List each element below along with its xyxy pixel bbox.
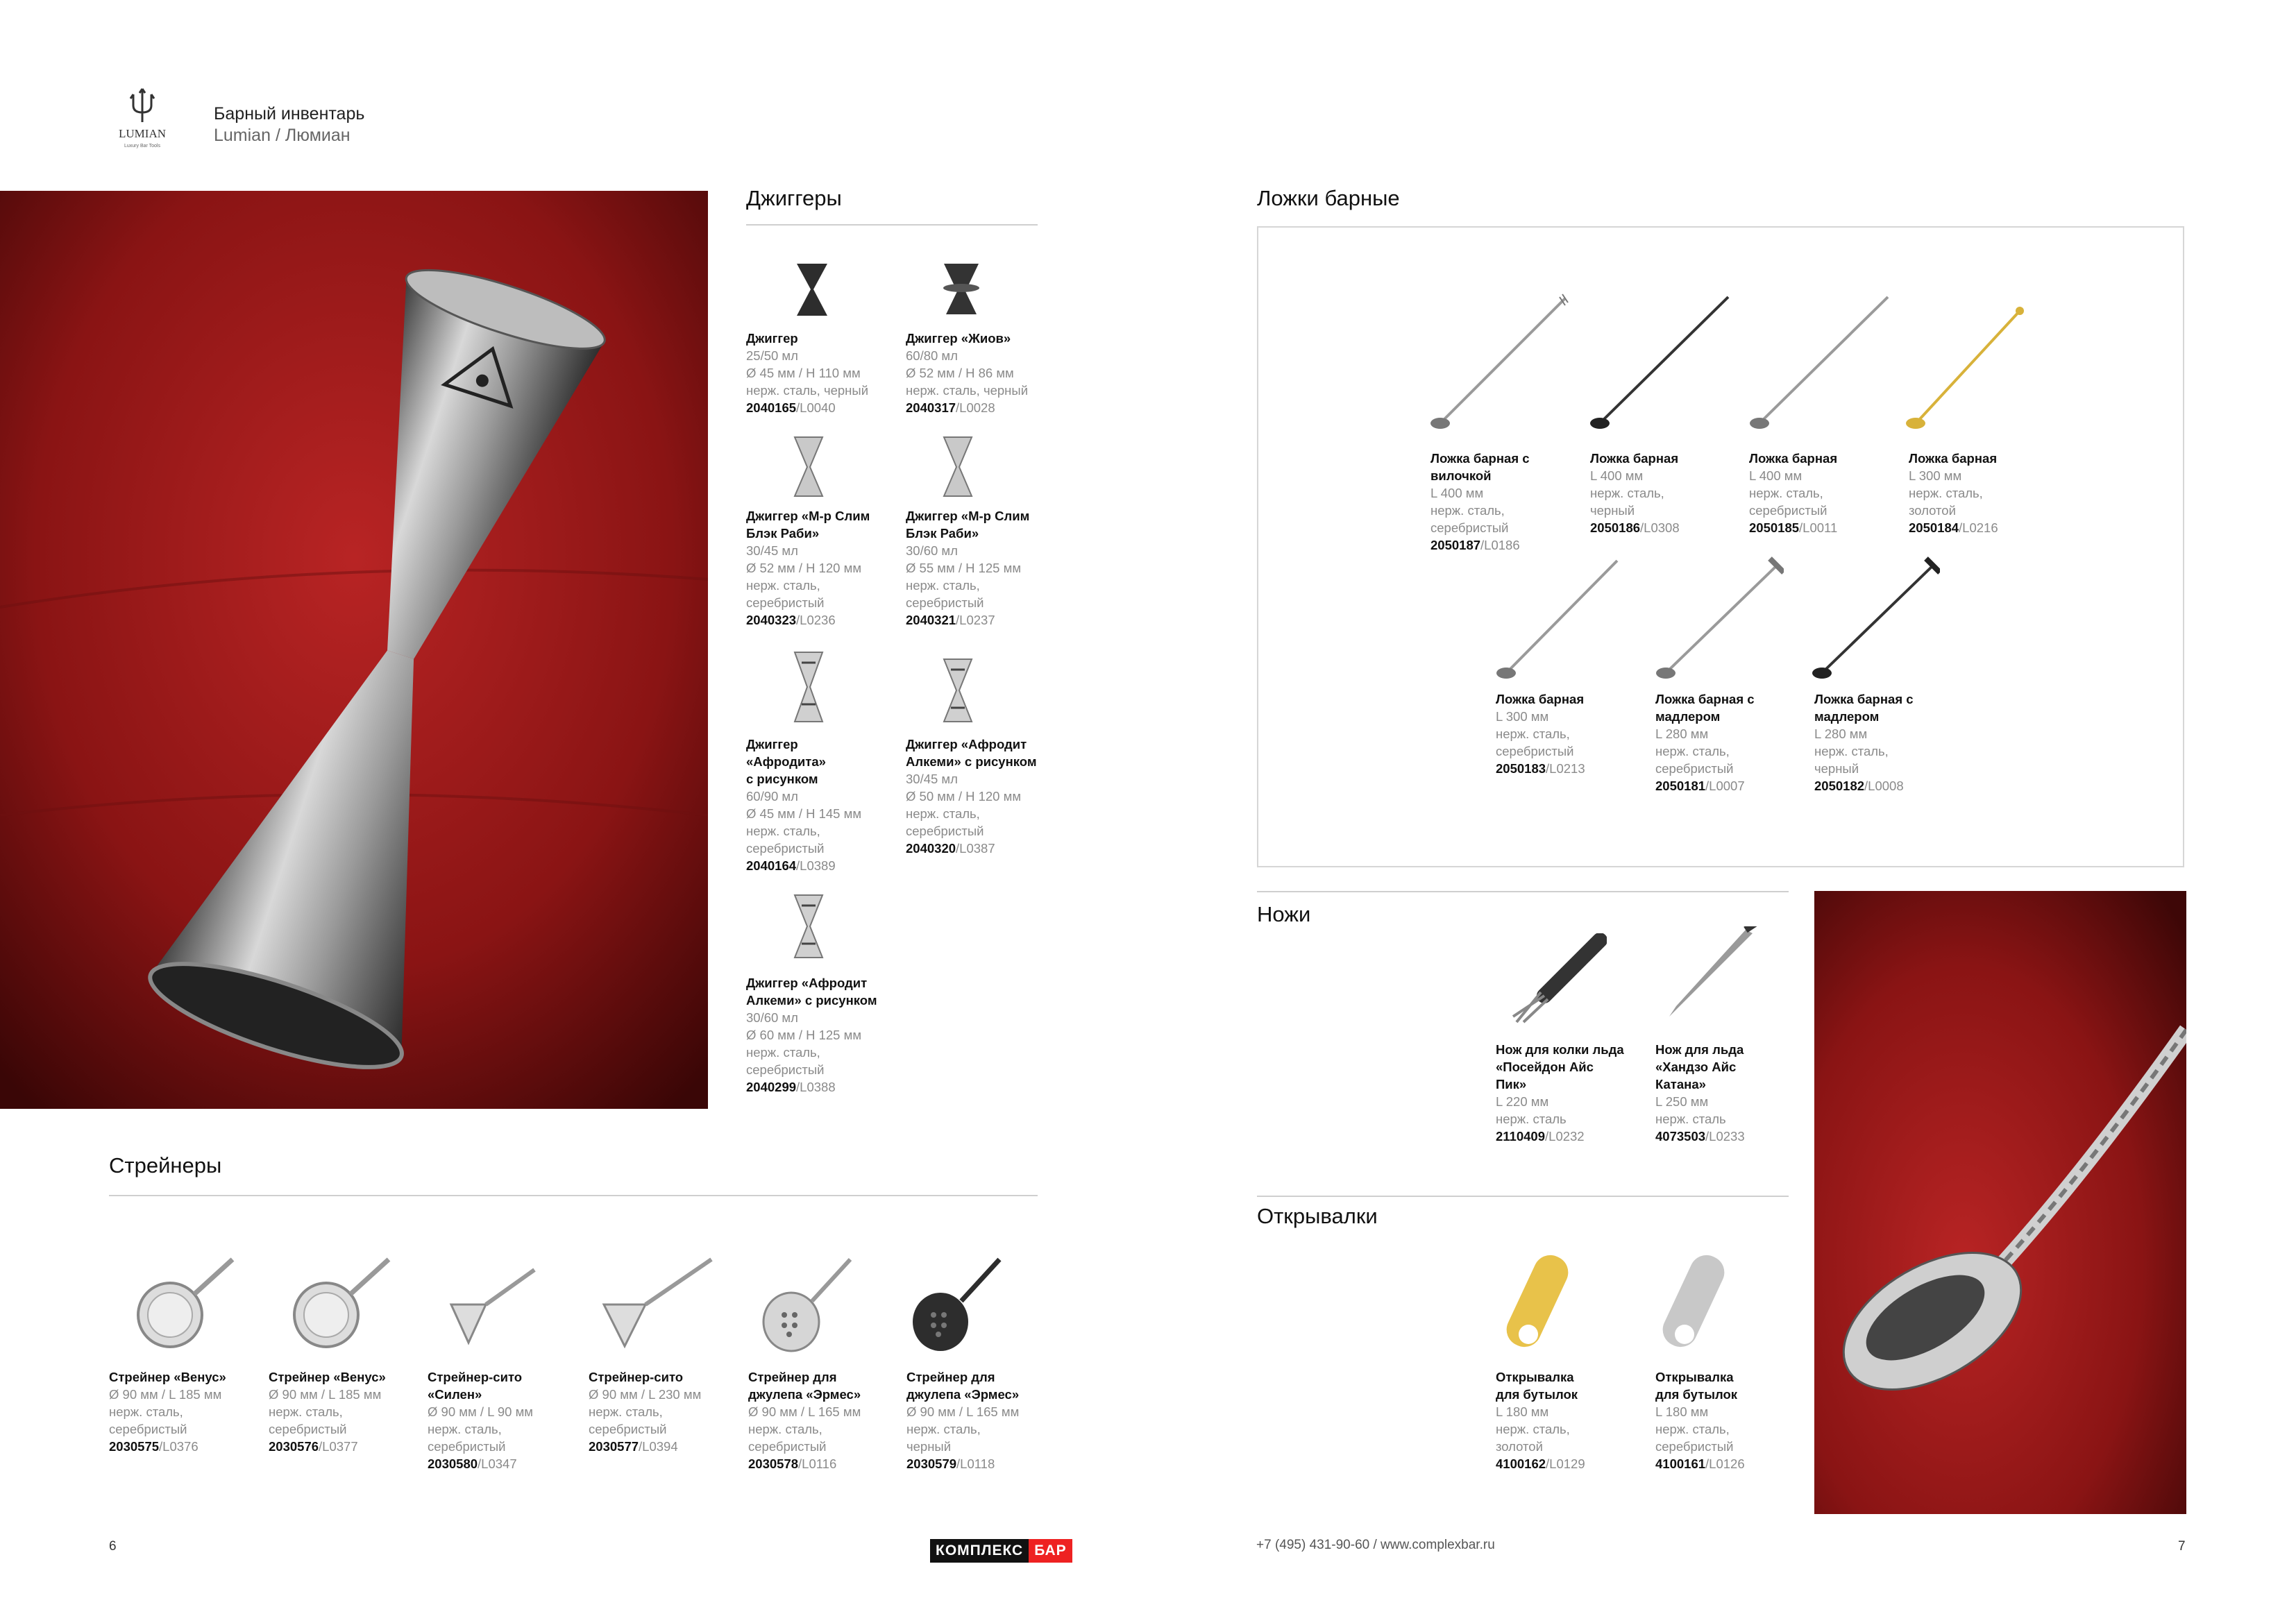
product-item <box>1496 1041 1641 1145</box>
product-material: нерж. сталь, серебристый <box>1430 503 1509 535</box>
product-item <box>746 330 892 416</box>
product-name: Ложка барная <box>1496 692 1585 706</box>
page-number-left: 6 <box>109 1539 117 1554</box>
section-divider <box>1257 1196 1789 1197</box>
jigger-thumbnail <box>940 434 975 500</box>
product-item <box>748 1368 894 1472</box>
product-volume: 25/50 мл <box>746 348 798 363</box>
product-size: Ø 45 мм / H 145 мм <box>746 806 862 821</box>
product-material: нерж. сталь, серебристый <box>746 824 825 856</box>
product-code: 2040321/L0237 <box>906 613 995 627</box>
product-size: L 300 мм <box>1909 468 1962 483</box>
product-code: 2050181/L0007 <box>1655 779 1745 793</box>
product-code: 2030578/L0116 <box>748 1456 837 1471</box>
product-item <box>109 1368 255 1455</box>
section-divider <box>746 224 1038 226</box>
product-material: нерж. сталь, черный <box>746 383 869 398</box>
product-code: 2030575/L0376 <box>109 1439 199 1454</box>
product-item <box>906 330 1052 416</box>
product-name: Открывалка для бутылок <box>1496 1370 1578 1402</box>
product-size: Ø 55 мм / H 125 мм <box>906 561 1022 575</box>
product-code: 2050184/L0216 <box>1909 520 1998 535</box>
product-size: L 180 мм <box>1655 1404 1709 1419</box>
product-code: 2030577/L0394 <box>589 1439 678 1454</box>
product-code: 2040164/L0389 <box>746 858 836 873</box>
bar-spoon-gold-thumbnail <box>1902 305 2027 430</box>
product-item <box>746 974 888 1096</box>
product-item <box>1496 1368 1641 1472</box>
product-name: Открывалка для бутылок <box>1655 1370 1738 1402</box>
product-material: нерж. сталь, серебристый <box>746 1045 825 1077</box>
product-code: 2040165/L0040 <box>746 400 836 415</box>
product-name: Нож для колки льда «Посейдон Айс Пик» <box>1496 1042 1624 1091</box>
product-code: 2030579/L0118 <box>906 1456 995 1471</box>
product-size: L 220 мм <box>1496 1094 1549 1109</box>
product-volume: 30/60 мл <box>906 543 958 558</box>
sieve-strainer-thumbnail <box>444 1263 541 1353</box>
product-item <box>1655 690 1801 794</box>
product-material: нерж. сталь, серебристый <box>109 1404 187 1436</box>
product-code: 2040317/L0028 <box>906 400 995 415</box>
bar-spoon-thumbnail <box>1746 291 1891 430</box>
product-material: нерж. сталь <box>1496 1112 1567 1126</box>
jigger-thumbnail <box>940 260 982 319</box>
product-item <box>1655 1041 1801 1145</box>
product-volume: 30/60 мл <box>746 1010 798 1025</box>
product-item <box>269 1368 414 1455</box>
product-material: нерж. сталь, серебристый <box>269 1404 347 1436</box>
product-name: Ложка барная <box>1909 451 1998 466</box>
product-material: нерж. сталь, серебристый <box>428 1422 506 1454</box>
section-title-openers: Открывалки <box>1257 1204 1378 1228</box>
product-size: L 400 мм <box>1749 468 1803 483</box>
product-item <box>906 507 1052 629</box>
product-size: Ø 52 мм / H 86 мм <box>906 366 1014 380</box>
product-code: 2050186/L0308 <box>1590 520 1680 535</box>
product-size: Ø 50 мм / H 120 мм <box>906 789 1022 804</box>
product-name: Стрейнер-сито <box>589 1370 684 1384</box>
product-code: 2050183/L0213 <box>1496 761 1585 776</box>
complexbar-logo: КОМПЛЕКС БАР <box>930 1539 1072 1563</box>
product-name: Стрейнер для джулепа «Эрмес» <box>748 1370 861 1402</box>
lumian-logo <box>104 82 180 151</box>
product-name: Джиггер «Афродит Алкеми» с рисунком <box>746 976 877 1008</box>
section-divider <box>1257 891 1789 892</box>
product-size: L 300 мм <box>1496 709 1549 724</box>
product-code: 4100162/L0129 <box>1496 1456 1585 1471</box>
product-item <box>1430 450 1576 554</box>
section-title-strainers: Стрейнеры <box>109 1153 222 1178</box>
product-material: нерж. сталь, серебристый <box>589 1404 667 1436</box>
product-name: Ложка барная с мадлером <box>1655 692 1755 724</box>
product-name: Ложка барная <box>1749 451 1838 466</box>
sieve-strainer-thumbnail <box>597 1249 715 1353</box>
jigger-thumbnail <box>791 260 833 319</box>
bar-spoon-fork-thumbnail <box>1426 291 1572 430</box>
product-size: Ø 90 мм / L 185 мм <box>269 1387 382 1402</box>
footer-contacts: +7 (495) 431-90-60 / www.complexbar.ru <box>1256 1538 1495 1552</box>
product-material: нерж. сталь, серебристый <box>1655 744 1734 776</box>
product-name: Ложка барная с вилочкой <box>1430 451 1530 483</box>
product-material: нерж. сталь, черный <box>1590 486 1664 518</box>
product-material: нерж. сталь, серебристый <box>1496 726 1574 758</box>
product-name: Ложка барная с мадлером <box>1814 692 1914 724</box>
product-name: Нож для льда «Хандзо Айс Катана» <box>1655 1042 1744 1091</box>
product-item <box>1909 450 2054 536</box>
jigger-thumbnail <box>791 434 826 500</box>
svg-text:Luxury Bar Tools: Luxury Bar Tools <box>124 144 161 148</box>
strainer-thumbnail <box>128 1249 239 1353</box>
product-material: нерж. сталь, черный <box>1814 744 1889 776</box>
bar-spoon-muddler-thumbnail <box>1808 555 1940 680</box>
product-code: 4100161/L0126 <box>1655 1456 1745 1471</box>
bar-spoon-thumbnail <box>1586 291 1732 430</box>
product-code: 2040323/L0236 <box>746 613 836 627</box>
product-size: Ø 52 мм / H 120 мм <box>746 561 862 575</box>
section-divider <box>109 1195 1038 1196</box>
jigger-thumbnail <box>791 892 826 961</box>
product-material: нерж. сталь, серебристый <box>746 578 825 610</box>
product-material: нерж. сталь, серебристый <box>906 578 984 610</box>
jigger-thumbnail <box>791 649 826 725</box>
product-code: 2050187/L0186 <box>1430 538 1520 552</box>
product-size: Ø 45 мм / H 110 мм <box>746 366 861 380</box>
product-name: Джиггер «Афродита» с рисунком <box>746 737 826 786</box>
product-item <box>1749 450 1895 536</box>
page-number-right: 7 <box>2178 1539 2186 1554</box>
product-name: Стрейнер «Венус» <box>269 1370 386 1384</box>
section-title-knives: Ножи <box>1257 902 1311 926</box>
product-size: Ø 90 мм / L 90 мм <box>428 1404 534 1419</box>
product-item <box>1590 450 1736 536</box>
product-material: нерж. сталь <box>1655 1112 1726 1126</box>
product-size: L 180 мм <box>1496 1404 1549 1419</box>
product-code: 2030576/L0377 <box>269 1439 358 1454</box>
product-volume: 60/90 мл <box>746 789 798 804</box>
product-code: 2050182/L0008 <box>1814 779 1904 793</box>
product-material: нерж. сталь, серебристый <box>748 1422 827 1454</box>
jigger-photo <box>0 191 708 1109</box>
bar-spoon-thumbnail <box>1492 555 1624 680</box>
product-code: 2040320/L0387 <box>906 841 995 856</box>
product-item <box>1814 690 1960 794</box>
spoon-photo <box>1814 891 2186 1514</box>
product-name: Джиггер <box>746 331 798 346</box>
product-name: Джиггер «М-р Слим Блэк Раби» <box>746 509 870 541</box>
bar-spoon-muddler-thumbnail <box>1652 555 1784 680</box>
section-title-spoons: Ложки барные <box>1257 186 1400 210</box>
product-name: Стрейнер-сито «Силен» <box>428 1370 523 1402</box>
product-material: нерж. сталь, черный <box>906 1422 981 1454</box>
product-volume: 60/80 мл <box>906 348 958 363</box>
bottle-opener-silver-thumbnail <box>1655 1246 1739 1357</box>
product-item <box>906 736 1052 857</box>
product-item <box>746 507 892 629</box>
svg-text:LUMIAN: LUMIAN <box>119 127 166 140</box>
product-material: нерж. сталь, серебристый <box>1655 1422 1734 1454</box>
product-size: Ø 60 мм / H 125 мм <box>746 1028 862 1042</box>
product-item <box>906 1368 1052 1472</box>
catalog-subtitle: Lumian / Люмиан <box>214 126 351 145</box>
strainer-thumbnail <box>285 1249 396 1353</box>
product-volume: 30/45 мл <box>906 772 958 786</box>
ice-pick-thumbnail <box>1503 933 1607 1023</box>
product-item <box>746 736 888 874</box>
product-code: 2030580/L0347 <box>428 1456 517 1471</box>
product-item <box>1496 690 1641 777</box>
product-size: L 280 мм <box>1655 726 1709 741</box>
product-volume: 30/45 мл <box>746 543 798 558</box>
product-size: L 280 мм <box>1814 726 1868 741</box>
catalog-title: Барный инвентарь <box>214 104 365 124</box>
product-size: Ø 90 мм / L 185 мм <box>109 1387 222 1402</box>
product-name: Ложка барная <box>1590 451 1679 466</box>
product-material: нерж. сталь, серебристый <box>1749 486 1827 518</box>
product-name: Джиггер «Жиов» <box>906 331 1011 346</box>
product-code: 4073503/L0233 <box>1655 1129 1745 1144</box>
product-size: Ø 90 мм / L 165 мм <box>748 1404 861 1419</box>
julep-strainer-thumbnail <box>760 1252 857 1357</box>
product-material: нерж. сталь, серебристый <box>906 806 984 838</box>
product-material: нерж. сталь, черный <box>906 383 1029 398</box>
product-size: L 400 мм <box>1590 468 1644 483</box>
product-size: Ø 90 мм / L 165 мм <box>906 1404 1020 1419</box>
product-code: 2040299/L0388 <box>746 1080 836 1094</box>
product-name: Джиггер «Афродит Алкеми» с рисунком <box>906 737 1037 769</box>
product-name: Стрейнер для джулепа «Эрмес» <box>906 1370 1020 1402</box>
product-material: нерж. сталь, золотой <box>1496 1422 1570 1454</box>
ice-knife-thumbnail <box>1655 926 1759 1023</box>
product-size: Ø 90 мм / L 230 мм <box>589 1387 702 1402</box>
product-name: Стрейнер «Венус» <box>109 1370 226 1384</box>
jigger-thumbnail <box>940 656 975 725</box>
julep-strainer-thumbnail <box>909 1252 1006 1357</box>
product-size: L 250 мм <box>1655 1094 1709 1109</box>
bottle-opener-gold-thumbnail <box>1499 1246 1582 1357</box>
product-item <box>1655 1368 1801 1472</box>
product-item <box>589 1368 734 1455</box>
product-size: L 400 мм <box>1430 486 1484 500</box>
section-title-jiggers: Джиггеры <box>746 186 842 210</box>
product-material: нерж. сталь, золотой <box>1909 486 1983 518</box>
product-item <box>428 1368 573 1472</box>
product-name: Джиггер «М-р Слим Блэк Раби» <box>906 509 1030 541</box>
product-code: 2110409/L0232 <box>1496 1129 1585 1144</box>
product-code: 2050185/L0011 <box>1749 520 1838 535</box>
